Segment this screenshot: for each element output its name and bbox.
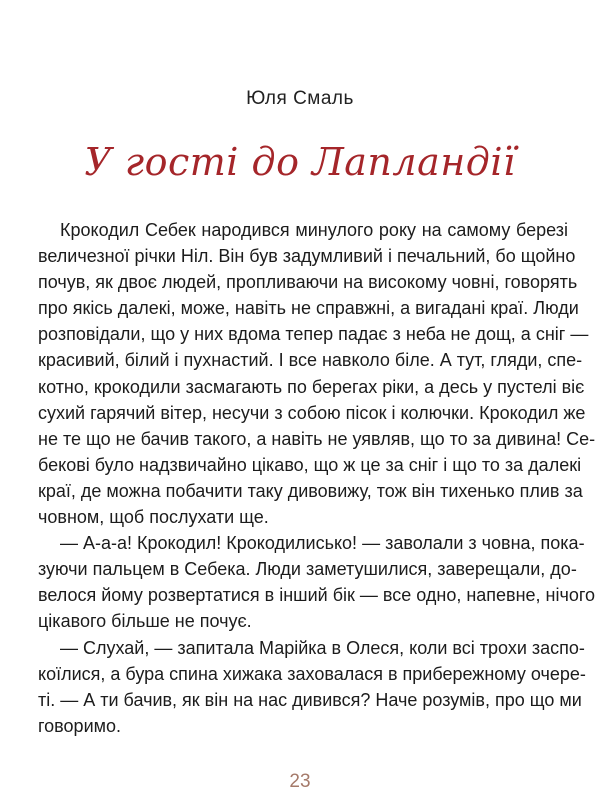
text-line: коїлися, а бура спина хижака заховалася в прибережному очере- (38, 663, 586, 684)
text-line: цікавого більше не почує. (38, 611, 252, 632)
author-name: Юля Смаль (246, 88, 354, 109)
text-line: зуючи пальцем в Себека. Люди заметушилися, заверещали, до- (38, 559, 577, 580)
text-line: про якісь далекі, може, навіть не справжні, а вигадані краї. Люди (38, 298, 579, 319)
text-line: човном, щоб послухати ще. (38, 507, 269, 528)
text-line: сухий гарячий вітер, несучи з собою пісок і колючки. Крокодил же (38, 402, 586, 423)
text-line: почув, як двоє людей, пропливаючи на високому човні, говорять (38, 272, 578, 293)
text-line: бекові було надзвичайно цікаво, що ж це за сніг і що то за далекі (38, 454, 582, 475)
text-line: говоримо. (38, 715, 122, 736)
text-line: Крокодил Себек народився минулого року на самому березі (60, 220, 568, 240)
story-title: У гості до Лапландії (84, 140, 516, 184)
story-text (38, 217, 596, 739)
text-line: розповідали, що у них вдома тепер падає з неба не дощ, а сніг — (38, 324, 589, 345)
text-line: — А-а-а! Крокодил! Крокодилисько! — заволали з човна, пока- (60, 533, 585, 554)
text-line: ті. — А ти бачив, як він на нас дивився? Наче розумів, про що ми (38, 689, 582, 710)
text-line: велося йому розвертатися в інший бік — все одно, напевне, нічого (38, 585, 596, 606)
text-line: величезної річки Ніл. Він був задумливий і печальний, бо щойно (38, 246, 576, 267)
text-line: красивий, білий і пухнастий. І все навколо біле. А тут, гляди, спе- (38, 350, 583, 371)
text-line: не те що не бачив такого, а навіть не уявляв, що то за дивина! Се- (38, 428, 596, 449)
page-number: 23 (289, 771, 311, 792)
text-line: котно, крокодили засмагають по берегах ріки, а десь у пустелі віє (38, 376, 585, 397)
text-line: — Слухай, — запитала Марійка в Олеся, коли всі трохи заспо- (60, 637, 585, 658)
text-line: краї, де можна побачити таку дивовижу, тож він тихенько плив за (38, 480, 583, 501)
